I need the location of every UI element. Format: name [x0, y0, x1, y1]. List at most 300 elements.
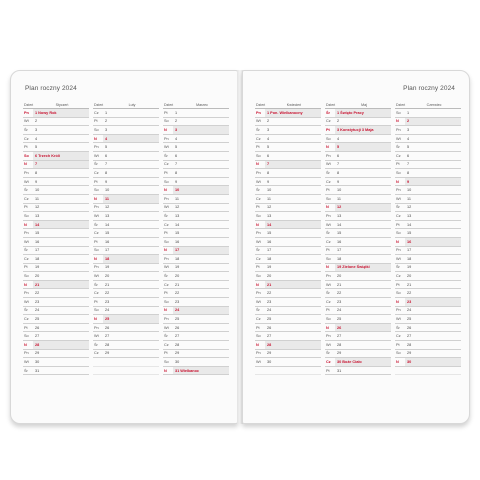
day-entry: 21 — [175, 282, 180, 287]
weekday-label: N — [326, 325, 329, 330]
day-row — [325, 178, 391, 187]
day-entry: 18 — [35, 256, 40, 261]
day-entry: 28 — [175, 342, 180, 347]
weekday-label: Pt — [256, 265, 260, 270]
day-entry: 22 — [337, 291, 342, 296]
day-entry: 24 — [267, 308, 272, 313]
day-entry: 4 — [407, 136, 410, 141]
weekday-label: So — [256, 334, 261, 339]
day-row — [163, 143, 229, 152]
day-entry: 17 — [105, 248, 110, 253]
day-row — [93, 212, 159, 221]
weekday-label: Wt — [396, 317, 401, 322]
weekday-label: Cz — [256, 196, 261, 201]
weekday-label: Wt — [24, 360, 29, 365]
weekday-label: Wt — [164, 205, 169, 210]
day-row — [395, 255, 461, 264]
day-row — [395, 298, 461, 307]
day-entry: 14 — [265, 221, 321, 229]
day-entry: 27 — [35, 334, 40, 339]
day-row — [255, 272, 321, 281]
day-row — [255, 238, 321, 247]
day-entry: 31 Wielkanoc — [173, 367, 229, 375]
day-entry: 24 — [407, 308, 412, 313]
day-entry: 19 — [407, 265, 412, 270]
month-name: Marzec — [196, 102, 208, 107]
day-entry: 16 — [175, 239, 180, 244]
weekday-label: Cz — [94, 170, 99, 175]
day-row — [395, 315, 461, 324]
weekday-label: Pt — [24, 145, 28, 150]
day-row — [325, 161, 391, 170]
day-row — [395, 135, 461, 144]
weekday-label: N — [396, 179, 399, 184]
day-row — [23, 238, 89, 247]
weekday-label: Śr — [24, 308, 28, 313]
weekday-label: Pt — [326, 368, 330, 373]
day-row — [255, 298, 321, 307]
weekday-label: Pn — [326, 274, 331, 279]
day-entry: 29 — [407, 351, 412, 356]
day-entry: 29 — [337, 351, 342, 356]
weekday-label: Wt — [326, 222, 331, 227]
day-row — [23, 178, 89, 187]
day-row — [395, 229, 461, 238]
day-column-header: Dzień — [24, 102, 34, 107]
day-entry: 24 — [35, 308, 40, 313]
weekday-label: Śr — [256, 127, 260, 132]
weekday-label: Pn — [326, 334, 331, 339]
weekday-label: Cz — [326, 360, 331, 365]
day-row — [163, 298, 229, 307]
day-entry: 25 — [35, 317, 40, 322]
day-entry: 26 — [267, 325, 272, 330]
day-entry: 30 — [267, 360, 272, 365]
weekday-label: Pt — [94, 239, 98, 244]
day-row — [23, 247, 89, 256]
day-row — [255, 255, 321, 264]
day-row — [395, 307, 461, 316]
month-june — [395, 101, 461, 375]
weekday-label: Wt — [396, 196, 401, 201]
weekday-label: Pt — [94, 119, 98, 124]
weekday-label: Śr — [24, 127, 28, 132]
day-entry: 11 — [407, 196, 411, 201]
weekday-label: Pn — [94, 265, 99, 270]
day-entry: 6 — [175, 153, 178, 158]
day-entry: 2 — [105, 119, 108, 124]
day-entry: 13 — [407, 213, 412, 218]
day-row — [23, 204, 89, 213]
day-entry: 25 — [103, 315, 159, 323]
day-entry: 11 — [35, 196, 39, 201]
day-entry: 19 — [105, 265, 110, 270]
day-entry: 3 — [173, 126, 229, 134]
weekday-label: Wt — [24, 119, 29, 124]
month-march — [163, 101, 229, 375]
weekday-label: Cz — [94, 110, 99, 115]
weekday-label: Pn — [396, 308, 401, 313]
day-row — [395, 247, 461, 256]
month-name: Maj — [361, 102, 367, 107]
weekday-label: N — [164, 368, 167, 373]
day-column-header: Dzień — [256, 102, 266, 107]
weekday-label: Pt — [94, 299, 98, 304]
day-row — [23, 212, 89, 221]
day-entry: 3 — [105, 127, 108, 132]
day-row — [395, 169, 461, 178]
weekday-label: So — [94, 188, 99, 193]
day-row — [93, 161, 159, 170]
day-row — [255, 247, 321, 256]
day-entry: 15 — [407, 231, 412, 236]
day-entry: 29 — [35, 351, 40, 356]
day-row — [325, 315, 391, 324]
weekday-label: Śr — [326, 291, 330, 296]
day-row — [325, 367, 391, 376]
day-entry: 31 — [337, 368, 342, 373]
day-row — [93, 169, 159, 178]
weekday-label: So — [256, 213, 261, 218]
day-row — [395, 186, 461, 195]
month-april — [255, 101, 321, 375]
day-entry: 13 — [105, 213, 110, 218]
day-entry: 15 — [337, 231, 342, 236]
day-entry: 28 — [265, 341, 321, 349]
day-entry: 1 — [105, 110, 108, 115]
day-entry: 17 — [173, 247, 229, 255]
day-row — [93, 264, 159, 273]
day-row — [395, 238, 461, 247]
month-name: Kwiecień — [286, 102, 302, 107]
day-entry: 19 Zielone Świątki — [335, 264, 391, 272]
weekday-label: So — [94, 248, 99, 253]
weekday-label: Cz — [396, 274, 401, 279]
day-row — [255, 195, 321, 204]
day-row — [163, 255, 229, 264]
day-column-header: Dzień — [396, 102, 406, 107]
month-header — [395, 101, 461, 109]
day-entry: 3 — [407, 127, 410, 132]
day-entry: 5 — [407, 145, 410, 150]
day-row — [163, 281, 229, 290]
planner-spread — [10, 70, 470, 426]
day-row — [395, 264, 461, 273]
day-row — [325, 289, 391, 298]
day-row — [93, 229, 159, 238]
day-row — [255, 324, 321, 333]
day-row — [93, 255, 159, 264]
day-entry: 2 — [267, 119, 270, 124]
weekday-label: Wt — [94, 153, 99, 158]
day-entry: 9 — [105, 179, 108, 184]
day-entry: 22 — [407, 291, 412, 296]
day-row — [163, 341, 229, 350]
day-row — [325, 255, 391, 264]
day-entry: 17 — [267, 248, 272, 253]
day-row — [93, 247, 159, 256]
day-row — [255, 264, 321, 273]
day-entry: 10 — [173, 186, 229, 194]
day-entry: 4 — [175, 136, 178, 141]
month-name: Luty — [128, 102, 136, 107]
weekday-label: So — [164, 119, 169, 124]
weekday-label: Pt — [164, 110, 168, 115]
day-row — [23, 264, 89, 273]
day-row — [23, 161, 89, 170]
day-row — [255, 221, 321, 230]
day-entry: 27 — [105, 334, 110, 339]
day-row — [255, 186, 321, 195]
day-entry: 22 — [35, 291, 40, 296]
day-entry: 10 — [337, 188, 342, 193]
day-entry: 10 — [105, 188, 110, 193]
weekday-label: Pn — [164, 196, 169, 201]
weekday-label: Cz — [256, 256, 261, 261]
weekday-label: Wt — [94, 274, 99, 279]
day-row — [23, 298, 89, 307]
weekday-label: So — [24, 334, 29, 339]
day-entry: 11 — [175, 196, 179, 201]
day-row — [163, 358, 229, 367]
day-entry: 9 — [405, 178, 461, 186]
day-entry: 1 Pon. Wielkanocny — [265, 109, 321, 117]
weekday-label: Śr — [94, 222, 98, 227]
day-row — [395, 281, 461, 290]
weekday-label: So — [256, 274, 261, 279]
day-row — [23, 143, 89, 152]
day-row — [93, 204, 159, 213]
weekday-label: Wt — [256, 179, 261, 184]
day-entry: 28 — [407, 342, 412, 347]
day-row — [255, 307, 321, 316]
day-entry: 11 — [103, 195, 159, 203]
day-row — [395, 272, 461, 281]
day-row — [325, 341, 391, 350]
day-row — [23, 281, 89, 290]
day-row — [93, 350, 159, 359]
weekday-label: Pn — [94, 325, 99, 330]
day-row — [325, 229, 391, 238]
day-entry: 8 — [175, 170, 178, 175]
day-row — [23, 229, 89, 238]
day-entry: 15 — [175, 231, 180, 236]
day-row — [163, 195, 229, 204]
day-entry: 3 Konstytucji 3 Maja — [335, 126, 391, 134]
day-entry: 5 — [35, 145, 38, 150]
weekday-label: Śr — [24, 368, 28, 373]
empty-row — [93, 358, 159, 367]
day-entry: 9 — [35, 179, 38, 184]
day-entry: 27 — [407, 334, 412, 339]
day-row — [23, 109, 89, 118]
weekday-label: N — [164, 188, 167, 193]
day-row — [255, 135, 321, 144]
weekday-label: Śr — [24, 248, 28, 253]
day-entry: 8 — [35, 170, 38, 175]
day-entry: 19 — [175, 265, 180, 270]
day-row — [255, 118, 321, 127]
empty-row — [395, 367, 461, 376]
weekday-label: So — [326, 196, 331, 201]
day-entry: 21 — [105, 282, 110, 287]
day-entry: 26 — [35, 325, 40, 330]
day-entry: 23 — [105, 299, 110, 304]
day-row — [325, 143, 391, 152]
day-entry: 14 — [407, 222, 412, 227]
weekday-label: Pt — [256, 205, 260, 210]
weekday-label: Pt — [396, 162, 400, 167]
day-entry: 30 — [405, 358, 461, 366]
weekday-label: So — [24, 213, 29, 218]
day-row — [23, 289, 89, 298]
weekday-label: Pt — [326, 127, 330, 132]
day-row — [255, 350, 321, 359]
day-row — [325, 247, 391, 256]
day-entry: 12 — [105, 205, 110, 210]
day-row — [93, 186, 159, 195]
day-row — [163, 204, 229, 213]
day-row — [163, 161, 229, 170]
day-entry: 10 — [267, 188, 272, 193]
day-row — [93, 315, 159, 324]
weekday-label: Pn — [256, 351, 261, 356]
weekday-label: Pt — [164, 351, 168, 356]
day-entry: 13 — [35, 213, 40, 218]
day-entry: 18 — [103, 255, 159, 263]
weekday-label: Cz — [326, 239, 331, 244]
day-row — [23, 307, 89, 316]
weekday-label: Cz — [24, 256, 29, 261]
weekday-label: Cz — [326, 179, 331, 184]
day-row — [163, 324, 229, 333]
weekday-label: N — [396, 299, 399, 304]
day-entry: 9 — [267, 179, 270, 184]
weekday-label: Śr — [164, 334, 168, 339]
day-entry: 19 — [267, 265, 272, 270]
day-row — [325, 221, 391, 230]
day-entry: 16 — [267, 239, 272, 244]
day-row — [93, 238, 159, 247]
day-row — [93, 126, 159, 135]
day-entry: 23 — [337, 299, 342, 304]
day-row — [325, 186, 391, 195]
day-row — [395, 109, 461, 118]
weekday-label: Pt — [24, 325, 28, 330]
day-entry: 24 — [337, 308, 342, 313]
weekday-label: Pt — [396, 222, 400, 227]
day-row — [93, 109, 159, 118]
weekday-label: Śr — [164, 274, 168, 279]
weekday-label: Pn — [24, 110, 29, 115]
weekday-label: Cz — [396, 213, 401, 218]
weekday-label: Pn — [94, 145, 99, 150]
day-entry: 24 — [105, 308, 110, 313]
day-row — [395, 152, 461, 161]
day-row — [93, 298, 159, 307]
day-entry: 20 — [267, 274, 272, 279]
day-entry: 11 — [267, 196, 271, 201]
day-entry: 10 — [35, 188, 40, 193]
day-row — [325, 109, 391, 118]
day-entry: 5 — [105, 145, 108, 150]
day-row — [163, 118, 229, 127]
month-february — [93, 101, 159, 375]
day-entry: 29 — [267, 351, 272, 356]
day-row — [395, 324, 461, 333]
day-entry: 2 — [175, 119, 178, 124]
day-row — [325, 126, 391, 135]
day-row — [93, 307, 159, 316]
day-entry: 26 — [175, 325, 180, 330]
day-row — [255, 341, 321, 350]
weekday-label: Śr — [326, 110, 331, 115]
day-row — [395, 143, 461, 152]
day-row — [23, 341, 89, 350]
day-entry: 10 — [407, 188, 412, 193]
weekday-label: Wt — [24, 179, 29, 184]
day-row — [23, 186, 89, 195]
day-entry: 13 — [337, 213, 342, 218]
day-entry: 17 — [407, 248, 412, 253]
weekday-label: Pt — [396, 282, 400, 287]
day-entry: 17 — [35, 248, 40, 253]
day-entry: 19 — [35, 265, 40, 270]
weekday-label: Pn — [164, 256, 169, 261]
day-row — [255, 332, 321, 341]
month-header — [325, 101, 391, 109]
weekday-label: Wt — [326, 342, 331, 347]
weekday-label: Wt — [256, 239, 261, 244]
weekday-label: So — [164, 299, 169, 304]
weekday-label: Wt — [256, 299, 261, 304]
weekday-label: N — [396, 119, 399, 124]
day-entry: 2 — [405, 118, 461, 126]
day-row — [23, 169, 89, 178]
weekday-label: So — [396, 110, 401, 115]
day-row — [23, 255, 89, 264]
weekday-label: Cz — [396, 153, 401, 158]
weekday-label: Śr — [94, 282, 98, 287]
day-row — [325, 350, 391, 359]
day-row — [395, 289, 461, 298]
month-name: Czerwiec — [426, 102, 442, 107]
weekday-label: N — [164, 127, 167, 132]
weekday-label: Pn — [164, 136, 169, 141]
day-entry: 5 — [267, 145, 270, 150]
day-row — [325, 204, 391, 213]
day-row — [163, 109, 229, 118]
day-row — [163, 221, 229, 230]
day-row — [325, 135, 391, 144]
day-entry: 16 — [337, 239, 342, 244]
weekday-label: Wt — [396, 136, 401, 141]
day-entry: 6 — [267, 153, 270, 158]
day-row — [163, 247, 229, 256]
day-entry: 12 — [267, 205, 272, 210]
day-row — [23, 221, 89, 230]
day-row — [395, 126, 461, 135]
day-row — [325, 118, 391, 127]
day-entry: 21 — [337, 282, 342, 287]
right-page — [242, 70, 470, 424]
weekday-label: N — [326, 145, 329, 150]
day-row — [163, 289, 229, 298]
weekday-label: Śr — [396, 265, 400, 270]
day-row — [93, 289, 159, 298]
day-entry: 30 — [175, 360, 180, 365]
weekday-label: Pn — [256, 110, 261, 115]
